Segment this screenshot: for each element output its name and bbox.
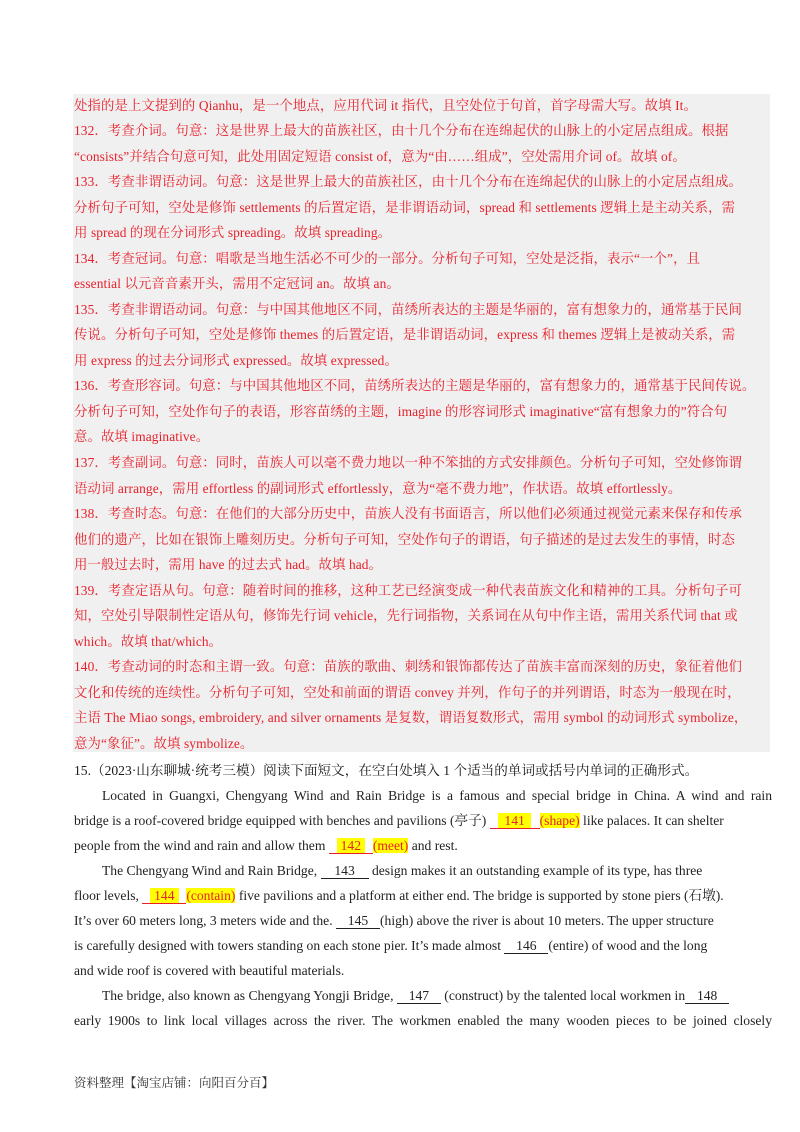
passage-text: five pavilions and a platform at either end. The bridge is supported by stone piers (石墩). xyxy=(238,888,724,903)
blank-141[interactable] xyxy=(490,813,540,829)
passage-text: The Chengyang Wind and Rain Bridge, xyxy=(102,863,321,878)
passage-line xyxy=(74,987,772,1005)
answer-line: 意为“象征”。故填 symbolize。 xyxy=(74,736,254,751)
passage-line xyxy=(74,937,772,955)
passage-line xyxy=(74,862,772,880)
blank-146[interactable]: 146 xyxy=(504,938,548,954)
answer-line: which。故填 that/which。 xyxy=(74,634,223,649)
passage-text: bridge is a roof-covered bridge equipped with benches and pavilions (亭子) xyxy=(74,813,490,828)
answer-line: “consists”并结合句意可知，此处用固定短语 consist of，意为“由……组成”，空处需用介词 of。故填 of。 xyxy=(74,149,686,164)
answer-133-line: 133．考查非谓语动词。句意：这是世界上最大的苗族社区，由十几个分布在连绵起伏的山脉上的小定居点组成。 xyxy=(74,174,742,189)
passage-text: (entire) of wood and the long xyxy=(548,938,708,953)
answer-132-line: 132．考查介词。句意：这是世界上最大的苗族社区，由十几个分布在连绵起伏的山脉上的小定居点组成。根据 xyxy=(74,123,729,138)
passage-line xyxy=(74,837,772,855)
hint-word: (shape) xyxy=(539,813,580,828)
passage-text: and rest. xyxy=(411,838,458,853)
passage-text: floor levels, xyxy=(74,888,143,903)
answer-line: 分析句子可知，空处作句子的表语，形容苗绣的主题，imagine 的形容词形式 imaginative“富有想象力的”符合句 xyxy=(74,404,728,419)
answer-135-line: 135．考查非谓语动词。句意：与中国其他地区不同，苗绣所表达的主题是华丽的，富有想象力的，通常基于民间 xyxy=(74,302,742,317)
passage-line: Located in Guangxi, Chengyang Wind and Rain Bridge is a famous and special bridge in China. A wind and rain xyxy=(102,788,772,803)
passage-text: people from the wind and rain and allow them xyxy=(74,838,329,853)
hint-word: (contain) xyxy=(186,888,236,903)
passage-line: and wide roof is covered with beautiful materials. xyxy=(74,963,345,978)
answer-line: 知，空处引导限制性定语从句，修饰先行词 vehicle，先行词指物，关系词在从句中作主语，需用关系代词 that 或 xyxy=(74,608,738,623)
blank-number: 144 xyxy=(150,888,178,903)
passage-line xyxy=(74,812,772,830)
blank-147[interactable]: 147 xyxy=(397,988,441,1004)
passage-text: (construct) by the talented local workmen in xyxy=(444,988,686,1003)
answer-line: 用 express 的过去分词形式 expressed。故填 expressed。 xyxy=(74,353,398,368)
answer-line: 用 spread 的现在分词形式 spreading。故填 spreading。 xyxy=(74,225,392,240)
passage-text: It’s over 60 meters long, 3 meters wide and the. xyxy=(74,913,336,928)
blank-143[interactable]: 143 xyxy=(321,863,369,879)
answer-line: 传说。分析句子可知，空处是修饰 themes 的后置定语，是非谓语动词，express 和 themes 逻辑上是被动关系，需 xyxy=(74,327,736,342)
answer-line: 分析句子可知，空处是修饰 settlements 的后置定语，是非谓语动词，spread 和 settlements 逻辑上是主动关系，需 xyxy=(74,200,736,215)
answer-explanation-box xyxy=(73,94,770,752)
passage-text: like palaces. It can shelter xyxy=(583,813,724,828)
blank-145[interactable]: 145 xyxy=(336,913,380,929)
footer-source: 资料整理【淘宝店铺：向阳百分百】 xyxy=(74,1075,275,1090)
answer-line: 意。故填 imaginative。 xyxy=(74,429,210,444)
hint-word: (meet) xyxy=(372,838,409,853)
passage-line xyxy=(74,887,772,905)
answer-line: 文化和传统的连续性。分析句子可知，空处和前面的谓语 convey 并列，作句子的并列谓语，时态为一般现在时， xyxy=(74,685,741,700)
passage-text: (high) above the river is about 10 meters. The upper structure xyxy=(380,913,714,928)
answer-line: 主语 The Miao songs, embroidery, and silver ornaments 是复数，谓语复数形式，需用 symbol 的动词形式 symbolize， xyxy=(74,710,748,725)
passage-line: early 1900s to link local villages across the river. The workmen enabled the many wooden pieces to be joined closely xyxy=(74,1013,772,1028)
answer-137-line: 137．考查副词。句意：同时，苗族人可以毫不费力地以一种不笨拙的方式安排颜色。分析句子可知，空处修饰谓 xyxy=(74,455,742,470)
answer-line: 用一般过去时，需用 have 的过去式 had。故填 had。 xyxy=(74,557,383,572)
answer-line: 处指的是上文提到的 Qianhu，是一个地点，应用代词 it 指代，且空处位于句首，首字母需大写。故填 It。 xyxy=(74,98,697,113)
answer-139-line: 139．考查定语从句。句意：随着时间的推移，这种工艺已经演变成一种代表苗族文化和精神的工具。分析句子可 xyxy=(74,583,742,598)
answer-line: 他们的遗产，比如在银饰上雕刻历史。分析句子可知，空处作句子的谓语，句子描述的是过去发生的事情，时态 xyxy=(74,532,736,547)
answer-140-line: 140．考查动词的时态和主谓一致。句意：苗族的歌曲、刺绣和银饰都传达了苗族丰富而深刻的历史，象征着他们 xyxy=(74,659,742,674)
passage-text: The bridge, also known as Chengyang Yongji Bridge, xyxy=(102,988,397,1003)
blank-148[interactable]: 148 xyxy=(685,988,729,1004)
answer-134-line: 134．考查冠词。句意：唱歌是当地生活必不可少的一部分。分析句子可知，空处是泛指，表示“一个”，且 xyxy=(74,251,701,266)
passage-line xyxy=(74,912,772,930)
blank-144[interactable] xyxy=(142,888,186,904)
blank-142[interactable] xyxy=(329,838,373,854)
answer-line: essential 以元音音素开头，需用不定冠词 an。故填 an。 xyxy=(74,276,400,291)
answer-136-line: 136．考查形容词。句意：与中国其他地区不同，苗绣所表达的主题是华丽的，富有想象力的，通常基于民间传说。 xyxy=(74,378,756,393)
answer-line: 语动词 arrange，需用 effortless 的副词形式 effortlessly，意为“毫不费力地”，作状语。故填 effortlessly。 xyxy=(74,481,682,496)
blank-number: 141 xyxy=(498,813,530,828)
question-15-header: 15.（2023·山东聊城·统考三模）阅读下面短文，在空白处填入 1 个适当的单词或括号内单词的正确形式。 xyxy=(74,763,699,778)
passage-text: design makes it an outstanding example of its type, has three xyxy=(371,863,703,878)
answer-138-line: 138．考查时态。句意：在他们的大部分历史中，苗族人没有书面语言，所以他们必须通过视觉元素来保存和传承 xyxy=(74,506,742,521)
passage-text: is carefully designed with towers standing on each stone pier. It’s made almost xyxy=(74,938,505,953)
blank-number: 142 xyxy=(337,838,365,853)
